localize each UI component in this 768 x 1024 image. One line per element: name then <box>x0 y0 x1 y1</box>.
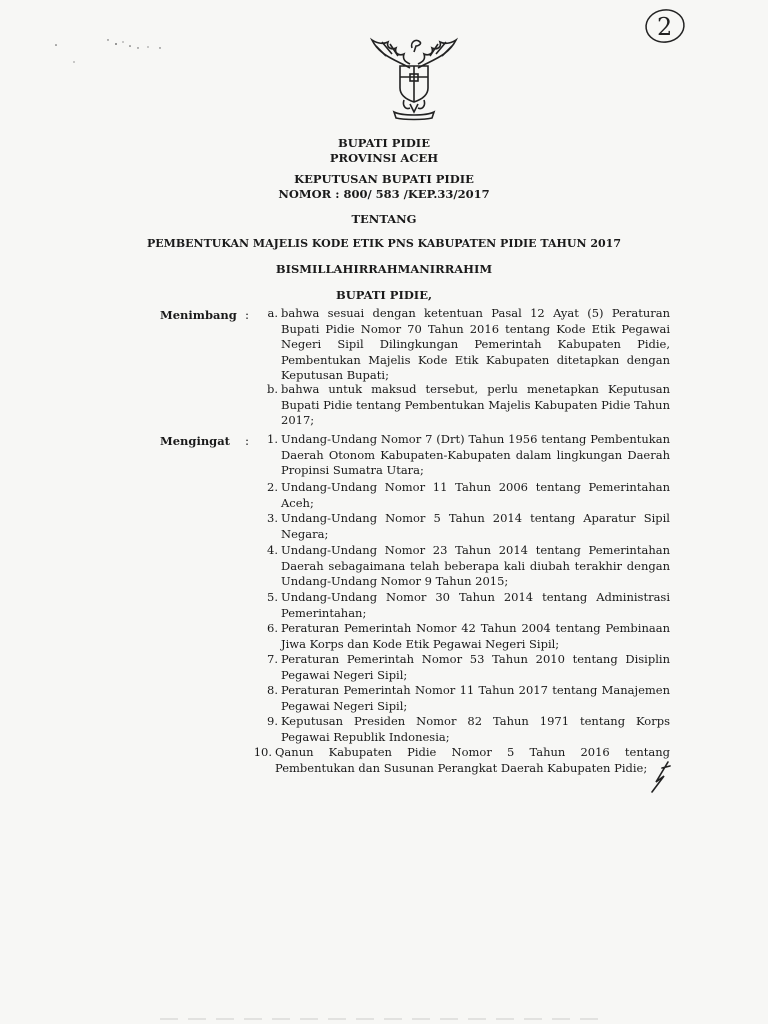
mengingat-item-7 <box>260 652 670 683</box>
handwritten-initial-mark <box>648 760 678 794</box>
item-marker: b. <box>266 382 278 396</box>
item-marker: 2. <box>267 480 278 494</box>
official-title <box>0 136 768 166</box>
decree-title <box>0 172 768 202</box>
issuer-heading <box>0 288 768 303</box>
decree-number: NOMOR : 800/ 583 /KEP.33/2017 <box>278 187 490 201</box>
item-marker: 4. <box>267 543 278 557</box>
mengingat-item-5 <box>260 590 670 621</box>
item-text: bahwa untuk maksud tersebut, perlu menetapkan Keputusan Bupati Pidie tentang Pembentukan Majelis Kabupaten Pidie Tahun 2017; <box>281 382 670 427</box>
item-marker: 6. <box>267 621 278 635</box>
mengingat-colon: : <box>245 434 250 448</box>
official-line-1: BUPATI PIDIE <box>338 136 430 150</box>
mengingat-item-4 <box>260 543 670 590</box>
about-label <box>0 212 768 227</box>
opening-phrase <box>0 262 768 277</box>
item-text: bahwa sesuai dengan ketentuan Pasal 12 Ayat (5) Peraturan Bupati Pidie Nomor 70 Tahun 2016 tentang Kode Etik Pegawai Negeri Sipil Dilingkungan Pemerintah Kabupaten Pidie, Pembentukan Majelis Kode Etik Kabupaten ditetapkan dengan Keputusan Bupati; <box>281 306 670 382</box>
official-line-2: PROVINSI ACEH <box>329 151 439 165</box>
item-marker: 1. <box>267 432 278 446</box>
mengingat-item-1 <box>260 432 670 479</box>
item-text: Undang-Undang Nomor 30 Tahun 2014 tentang Administrasi Pemerintahan; <box>281 590 670 620</box>
item-text: Undang-Undang Nomor 7 (Drt) Tahun 1956 tentang Pembentukan Daerah Otonom Kabupaten-Kabupaten dalam lingkungan Daerah Propinsi Sumatra Utara; <box>281 432 670 477</box>
scan-speckle-decoration <box>48 36 178 66</box>
item-marker: 3. <box>267 511 278 525</box>
item-text: Undang-Undang Nomor 5 Tahun 2014 tentang Aparatur Sipil Negara; <box>281 511 670 541</box>
item-text: Undang-Undang Nomor 11 Tahun 2006 tentang Pemerintahan Aceh; <box>281 480 670 510</box>
mengingat-item-8 <box>260 683 670 714</box>
menimbang-item-a <box>260 306 670 384</box>
opening-text: BISMILLAHIRRAHMANIRRAHIM <box>275 262 493 276</box>
item-text: Keputusan Presiden Nomor 82 Tahun 1971 tentang Korps Pegawai Republik Indonesia; <box>281 714 670 744</box>
mengingat-item-3 <box>260 511 670 542</box>
garuda-emblem-icon <box>366 30 462 122</box>
mengingat-item-9 <box>260 714 670 745</box>
subject-text: PEMBENTUKAN MAJELIS KODE ETIK PNS KABUPATEN PIDIE TAHUN 2017 <box>147 237 621 250</box>
about-text: TENTANG <box>351 212 417 226</box>
issuer-text: BUPATI PIDIE, <box>336 288 432 302</box>
item-marker: 7. <box>267 652 278 666</box>
subject-title <box>0 236 768 251</box>
item-text: Undang-Undang Nomor 23 Tahun 2014 tentang Pemerintahan Daerah sebagaimana telah beberapa kali diubah terakhir dengan Undang-Undang Nomor 9 Tahun 2015; <box>281 543 670 588</box>
mengingat-item-10 <box>253 745 670 776</box>
decree-line-1: KEPUTUSAN BUPATI PIDIE <box>294 172 474 186</box>
item-marker: 8. <box>267 683 278 697</box>
menimbang-item-b <box>260 382 670 429</box>
page-number-text: 2 <box>657 13 673 41</box>
item-marker: 9. <box>267 714 278 728</box>
item-text: Peraturan Pemerintah Nomor 42 Tahun 2004 tentang Pembinaan Jiwa Korps dan Kode Etik Pegawai Negeri Sipil; <box>281 621 670 651</box>
scan-footer-noise-decoration <box>160 1016 600 1022</box>
mengingat-item-2 <box>260 480 670 511</box>
item-marker: 5. <box>267 590 278 604</box>
item-text: Peraturan Pemerintah Nomor 53 Tahun 2010 tentang Disiplin Pegawai Negeri Sipil; <box>281 652 670 682</box>
item-marker: 10. <box>253 745 272 759</box>
item-text: Peraturan Pemerintah Nomor 11 Tahun 2017 tentang Manajemen Pegawai Negeri Sipil; <box>281 683 670 713</box>
menimbang-colon: : <box>245 308 250 322</box>
item-marker: a. <box>267 306 278 320</box>
mengingat-label: Mengingat <box>160 434 230 448</box>
menimbang-label: Menimbang <box>160 308 237 322</box>
handwritten-page-number <box>643 6 687 46</box>
mengingat-item-6 <box>260 621 670 652</box>
item-text: Qanun Kabupaten Pidie Nomor 5 Tahun 2016 tentang Pembentukan dan Susunan Perangkat Daerah Kabupaten Pidie; <box>275 745 670 775</box>
